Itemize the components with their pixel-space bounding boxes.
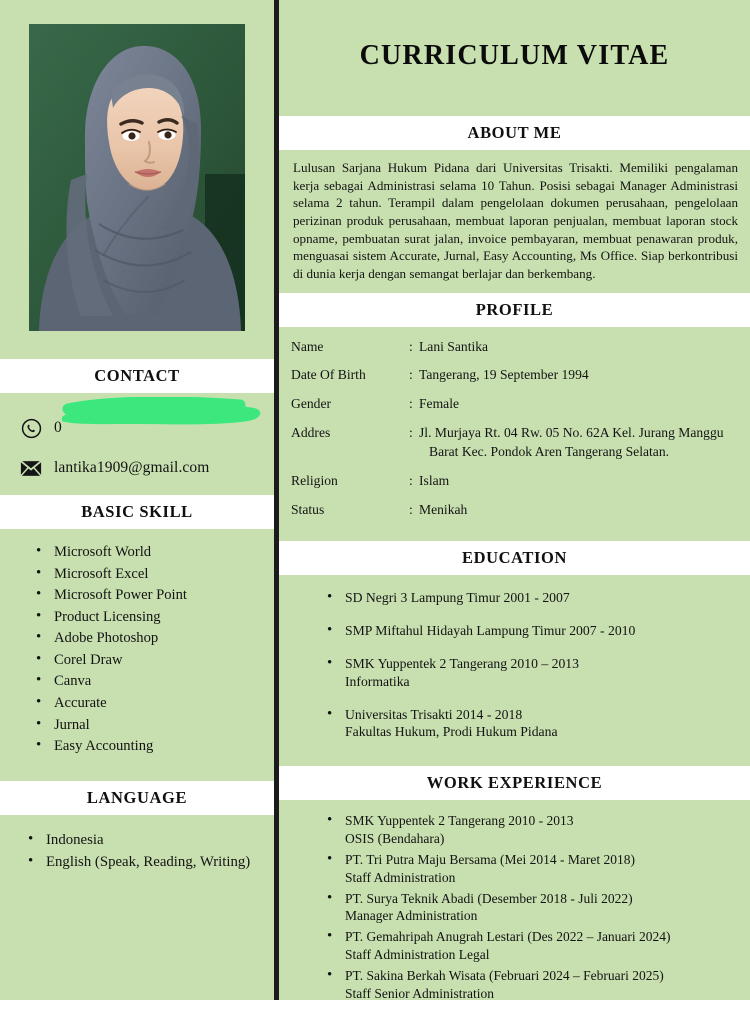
- work-experience-item-title: SMK Yuppentek 2 Tangerang 2010 - 2013: [345, 813, 574, 829]
- education-item-title: SD Negri 3 Lampung Timur 2001 - 2007: [345, 590, 570, 606]
- work-experience-item-title: PT. Sakina Berkah Wisata (Februari 2024 – Februari 2025): [345, 967, 664, 983]
- profile-row-label: Gender: [291, 396, 332, 412]
- language-list: [0, 815, 274, 871]
- work-experience-list: [279, 800, 750, 1013]
- language-item: • English (Speak, Reading, Writing): [28, 853, 274, 872]
- work-experience-item-detail: Staff Administration: [345, 869, 456, 885]
- profile-photo-image: [29, 24, 245, 331]
- basic-skill-item: • Microsoft World: [36, 543, 274, 561]
- work-experience-item-detail: OSIS (Bendahara): [345, 831, 445, 847]
- work-experience-item-detail: Staff Administration Legal: [345, 946, 490, 962]
- profile-row-separator: :: [409, 367, 413, 383]
- page-title: CURRICULUM VITAE: [359, 40, 670, 71]
- profile-row-separator: :: [409, 338, 413, 354]
- profile-row-value: Islam: [419, 473, 450, 489]
- profile-row-label: Name: [291, 338, 324, 354]
- education-item: [327, 622, 740, 640]
- basic-skill-item: • Easy Accounting: [36, 737, 274, 755]
- basic-skill-item: • Jurnal: [36, 716, 274, 734]
- education-item: [327, 589, 740, 607]
- profile-row-label: Date Of Birth: [291, 367, 366, 383]
- profile-row: [291, 338, 740, 356]
- profile-row: [291, 424, 740, 461]
- profile-row: [291, 395, 740, 413]
- basic-skill-item: • Product Licensing: [36, 608, 274, 626]
- work-experience-item: [327, 890, 742, 926]
- contact-item-email[interactable]: [16, 455, 274, 481]
- basic-skill-item: • Accurate: [36, 694, 274, 712]
- basic-skill-heading: BASIC SKILL: [81, 502, 193, 521]
- education-list: [279, 575, 750, 766]
- whatsapp-icon: [16, 418, 46, 439]
- contact-phone-value: 0: [54, 419, 62, 436]
- language-heading: LANGUAGE: [86, 788, 188, 808]
- education-item-title: SMK Yuppentek 2 Tangerang 2010 – 2013: [345, 656, 579, 672]
- profile-heading: PROFILE: [475, 299, 554, 319]
- work-experience-item-title: PT. Tri Putra Maju Bersama (Mei 2014 - Maret 2018): [345, 851, 635, 867]
- education-item-title: SMP Miftahul Hidayah Lampung Timur 2007 - 2010: [345, 623, 636, 639]
- work-experience-item: [327, 812, 742, 848]
- left-sidebar: [0, 0, 274, 1000]
- profile-row: [291, 366, 740, 384]
- profile-row-value: Female: [419, 396, 460, 412]
- profile-row-value-line2: Barat Kec. Pondok Aren Tangerang Selatan.: [429, 444, 670, 460]
- profile-row-value: Lani Santika: [419, 338, 489, 354]
- education-section-header: [279, 541, 750, 575]
- language-item: • Indonesia: [28, 831, 274, 850]
- work-experience-heading: WORK EXPERIENCE: [426, 773, 603, 793]
- about-me-text: Lulusan Sarjana Hukum Pidana dari Universitas Trisakti. Memiliki pengalaman kerja sebagai Administrasi selama 10 Tahun. Posisi sebagai Manager Administrasi selama 2 tahun. Terampil dalam pengelolaan dokumen perusahaan, pengelolaan perizinan produk perusahaan, membuat laporan penjualan, membuat laporan stock opname, pembuatan surat jalan, invoice pembayaran, membuat penawaran produk, menguasai sistem Accurate, Jurnal, Easy Accounting, Ms Office. Siap berkontribusi di dunia kerja dengan semangat berlajar dan berkembang.: [293, 160, 738, 282]
- profile-row-separator: :: [409, 473, 413, 489]
- education-heading: EDUCATION: [461, 548, 568, 568]
- profile-row-label: Addres: [291, 424, 331, 440]
- work-experience-item: [327, 928, 742, 964]
- work-experience-section-header: [279, 766, 750, 800]
- column-divider: [274, 0, 279, 1000]
- education-item: [327, 706, 740, 742]
- profile-row-value: Menikah: [419, 501, 468, 517]
- profile-section-header: [279, 293, 750, 327]
- basic-skill-item: • Microsoft Excel: [36, 565, 274, 583]
- education-item-title: Universitas Trisakti 2014 - 2018: [345, 706, 523, 722]
- language-section-header: [0, 781, 274, 815]
- basic-skill-section-header: [0, 495, 274, 529]
- profile-row-separator: :: [409, 424, 413, 440]
- contact-list: [0, 393, 274, 481]
- about-me-heading: ABOUT ME: [467, 123, 562, 142]
- basic-skill-item: • Adobe Photoshop: [36, 629, 274, 647]
- education-item: [327, 655, 740, 691]
- work-experience-item-title: PT. Surya Teknik Abadi (Desember 2018 - Juli 2022): [345, 890, 633, 906]
- basic-skill-item: • Corel Draw: [36, 651, 274, 669]
- contact-item-phone[interactable]: [16, 415, 274, 441]
- profile-row-separator: :: [409, 501, 413, 517]
- profile-row: [291, 472, 740, 490]
- work-experience-item-detail: Manager Administration: [345, 908, 478, 924]
- profile-row-value: Tangerang, 19 September 1994: [419, 367, 589, 383]
- work-experience-item-title: PT. Gemahripah Anugrah Lestari (Des 2022 – Januari 2024): [345, 929, 671, 945]
- basic-skill-item: • Microsoft Power Point: [36, 586, 274, 604]
- contact-section-header: [0, 359, 274, 393]
- contact-heading: CONTACT: [94, 366, 180, 385]
- profile-row-value: Jl. Murjaya Rt. 04 Rw. 05 No. 62A Kel. Jurang Manggu Barat Kec. Pondok Aren Tangerang Selatan.: [419, 424, 740, 461]
- profile-row-separator: :: [409, 396, 413, 412]
- work-experience-item: [327, 967, 742, 1003]
- profile-row-label: Religion: [291, 473, 338, 489]
- education-item-detail: Fakultas Hukum, Prodi Hukum Pidana: [345, 724, 558, 740]
- about-me-section-header: [279, 116, 750, 150]
- education-item-detail: Informatika: [345, 673, 410, 689]
- profile-row: [291, 501, 740, 519]
- profile-photo: [29, 24, 245, 331]
- basic-skill-list: [0, 529, 274, 755]
- work-experience-item: [327, 851, 742, 887]
- profile-table: [279, 327, 750, 542]
- basic-skill-item: • Canva: [36, 672, 274, 690]
- email-icon: [16, 460, 46, 477]
- main-content: [279, 0, 750, 1000]
- work-experience-item-detail: Staff Senior Administration: [345, 985, 494, 1001]
- contact-email-value: lantika1909@gmail.com: [54, 459, 210, 476]
- profile-row-label: Status: [291, 501, 325, 517]
